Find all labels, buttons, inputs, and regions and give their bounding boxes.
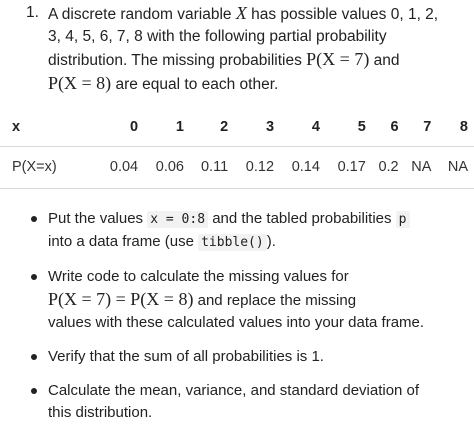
problem-number: 1. — [26, 4, 39, 21]
bullet2-text-c: values with these calculated values into your data frame. — [48, 314, 425, 331]
bullet1-text-a: Put the values — [48, 210, 148, 227]
row-label: P(X=x) — [12, 159, 57, 175]
cell-p2: 0.11 — [200, 159, 229, 175]
header-1: 1 — [175, 119, 184, 135]
list-item — [0, 346, 474, 368]
header-x: x — [12, 119, 21, 135]
cell-p0: 0.04 — [109, 159, 139, 175]
problem-line3: distribution. The missing probabilities — [48, 52, 307, 69]
problem-statement — [28, 2, 458, 96]
problem-and: and — [369, 52, 400, 69]
bullet-dot — [31, 388, 37, 394]
bullet2-text-b: and replace the missing — [193, 292, 357, 309]
bullet1-text-d: ). — [266, 233, 276, 250]
list-item — [0, 380, 474, 424]
header-4: 4 — [311, 119, 320, 135]
header-7: 7 — [423, 119, 432, 135]
code-p: p — [396, 211, 410, 228]
bullet-dot — [31, 354, 37, 360]
math-p7: P(X = 7) — [306, 49, 370, 69]
bullet4-text-a: Calculate the mean, variance, and standard deviation of — [48, 382, 420, 399]
bullet1-text-b: and the tabled probabilities — [208, 210, 396, 227]
math-variable-x: X — [235, 3, 247, 23]
header-5: 5 — [357, 119, 366, 135]
table-row — [0, 147, 474, 187]
list-item — [0, 266, 474, 334]
bullet1-text-c: into a data frame (use — [48, 233, 199, 250]
header-2: 2 — [220, 119, 229, 135]
problem-line1: A discrete random variable — [48, 6, 236, 23]
math-equal-probabilities: P(X = 7) = P(X = 8) — [48, 289, 194, 309]
bullet-dot — [31, 274, 37, 280]
problem-line1-end: has possible values 0, 1, 2, — [246, 6, 439, 23]
code-x-values: x = 0:8 — [147, 211, 208, 228]
bullet2-text-a: Write code to calculate the missing values for — [48, 268, 349, 285]
problem-line2: 3, 4, 5, 6, 7, 8 with the following partial probability — [48, 28, 387, 45]
header-0: 0 — [130, 119, 139, 135]
cell-p8: NA — [447, 159, 468, 175]
task-list — [0, 208, 474, 436]
bullet-dot — [31, 216, 37, 222]
problem-line4-end: are equal to each other. — [111, 76, 279, 93]
cell-p1: 0.06 — [155, 159, 184, 175]
math-p8: P(X = 8) — [48, 73, 112, 93]
probability-table — [0, 107, 474, 187]
cell-p5: 0.17 — [337, 159, 366, 175]
code-tibble: tibble() — [198, 234, 267, 251]
cell-p3: 0.12 — [245, 159, 275, 175]
table-bottom-divider — [0, 188, 474, 189]
list-item — [0, 208, 474, 254]
table-header-row — [0, 107, 474, 147]
cell-p7: NA — [411, 159, 432, 175]
header-3: 3 — [265, 119, 275, 135]
header-8: 8 — [459, 119, 468, 135]
cell-p6: 0.2 — [378, 159, 399, 175]
bullet3-text: Verify that the sum of all probabilities is 1. — [48, 348, 324, 365]
header-6: 6 — [390, 119, 399, 135]
cell-p4: 0.14 — [291, 159, 320, 175]
problem-text — [48, 2, 458, 96]
bullet4-text-b: this distribution. — [48, 404, 153, 421]
